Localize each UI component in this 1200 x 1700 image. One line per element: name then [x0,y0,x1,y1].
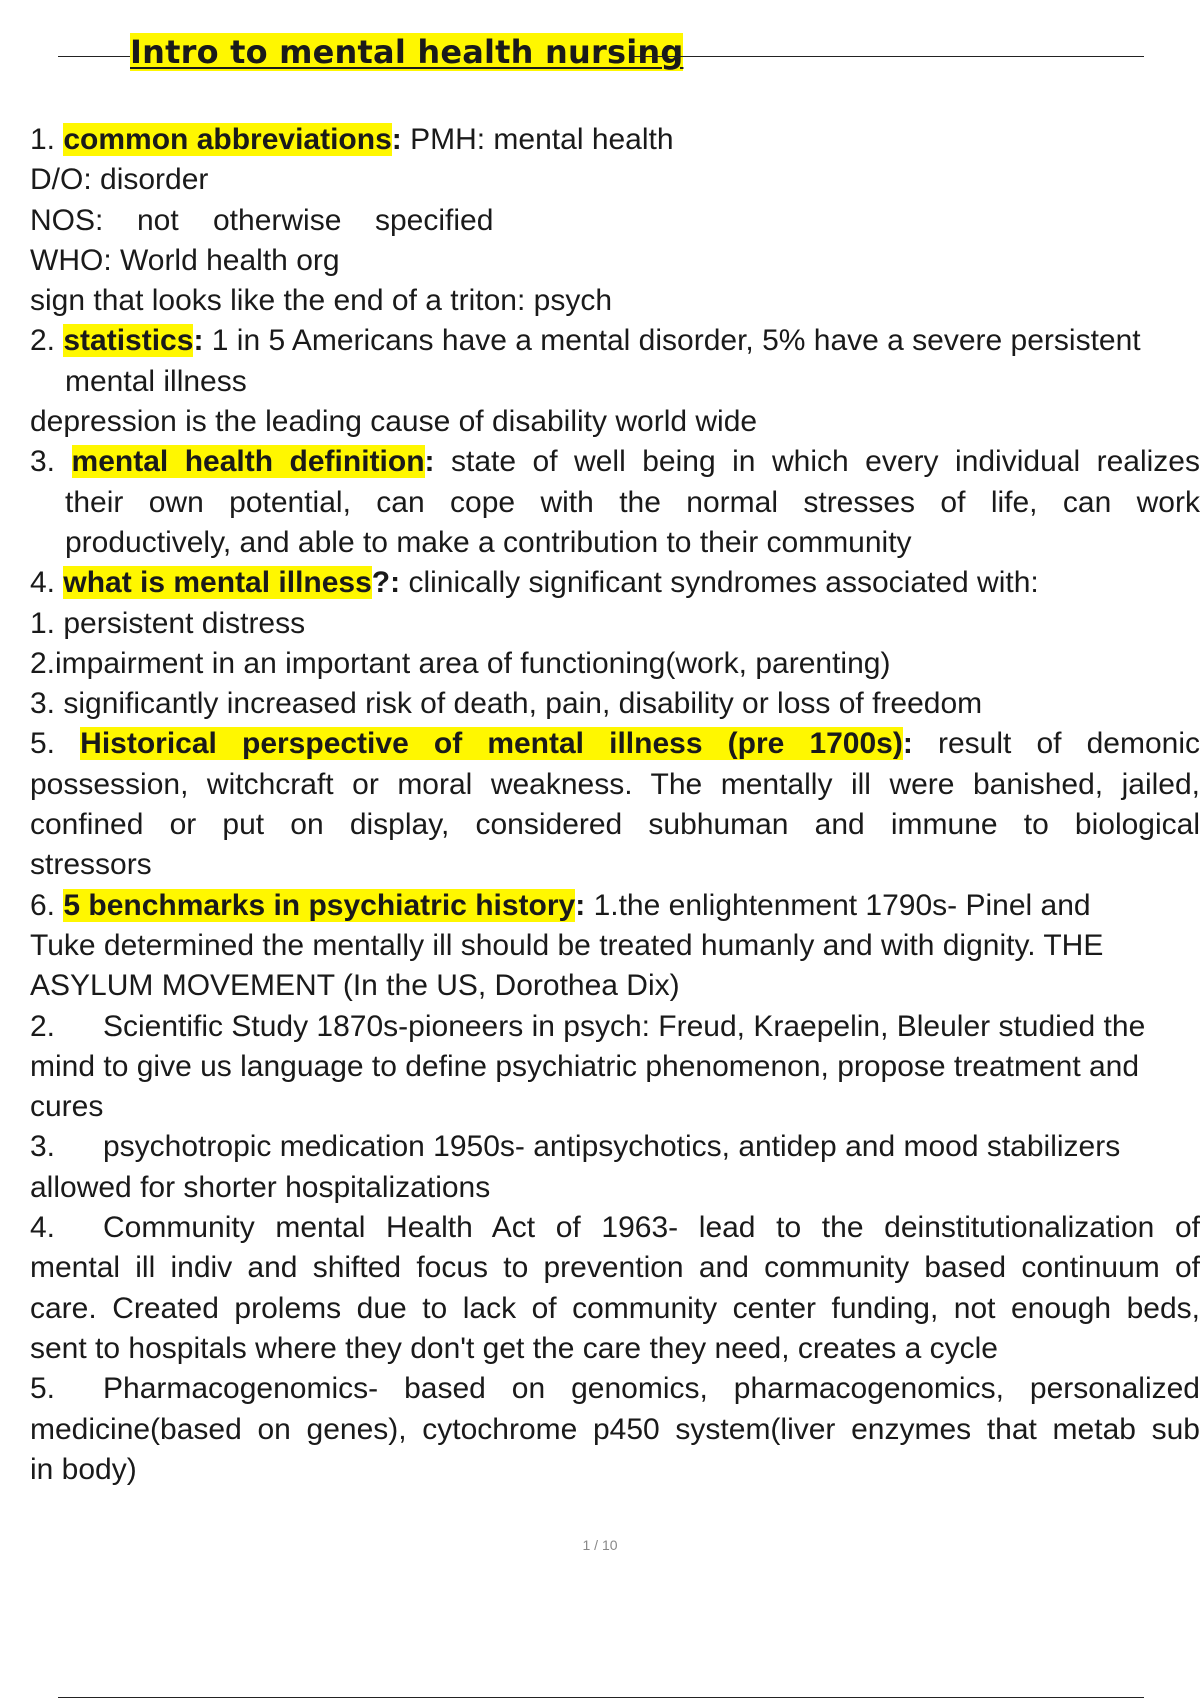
definition-line-2: their own potential, can cope with the normal stresses of life, can work [65,485,1200,519]
document-body [30,120,1200,1490]
benchmark-1-line-3: ASYLUM MOVEMENT (In the US, Dorothea Dix) [30,969,680,1003]
statistics-line-2: mental illness [65,364,247,398]
illness-item-1: 1. persistent distress [30,606,306,640]
highlight-mental-health-definition: mental health definition [71,445,425,479]
title-rule-right [633,56,1144,57]
highlight-what-is-mental-illness: what is mental illness [63,566,372,600]
historical-line-2: possession, witchcraft or moral weakness. The mentally ill were banished, jailed, [30,767,1200,801]
section-1-heading: 1. common abbreviations: PMH: mental health [30,123,674,156]
section-4-heading: 4. what is mental illness?: clinically significant syndromes associated with: [30,566,1039,600]
abbrev-do: D/O: disorder [30,163,209,197]
benchmark-4-line-4: sent to hospitals where they don't get the care they need, creates a cycle [30,1331,998,1365]
benchmark-2-line-3: cures [30,1090,104,1124]
benchmark-5-line-1: 5. Pharmacogenomics- based on genomics, pharmacogenomics, personalized [30,1372,1200,1406]
title-rule-left [58,56,130,57]
benchmark-4-line-2: mental ill indiv and shifted focus to prevention and community based continuum of [30,1251,1200,1285]
highlight-5-benchmarks: 5 benchmarks in psychiatric history [63,888,576,922]
bottom-rule [58,1697,1144,1698]
benchmark-3-line-2: allowed for shorter hospitalizations [30,1170,491,1204]
definition-line-3: productively, and able to make a contribution to their community [65,525,912,559]
historical-line-3: confined or put on display, considered subhuman and immune to biological [30,808,1200,842]
benchmark-5-line-2: medicine(based on genes), cytochrome p450 system(liver enzymes that metab sub [30,1412,1200,1446]
benchmark-4-line-1: 4. Community mental Health Act of 1963- lead to the deinstitutionalization of [30,1211,1200,1245]
abbrev-nos: NOS: not otherwise specified [30,203,494,237]
section-5-heading: 5. Historical perspective of mental illness (pre 1700s): result of demonic [30,727,1200,761]
section-2-heading: 2. statistics: 1 in 5 Americans have a mental disorder, 5% have a severe persistent [30,324,1141,358]
title-row [58,30,1144,80]
section-6-heading: 6. 5 benchmarks in psychiatric history: 1.the enlightenment 1790s- Pinel and [30,888,1091,922]
benchmark-2-line-2: mind to give us language to define psychiatric phenomenon, propose treatment and [30,1049,1140,1083]
historical-line-4: stressors [30,848,152,882]
illness-item-3: 3. significantly increased risk of death, pain, disability or loss of freedom [30,687,983,721]
section-3-heading: 3. mental health definition: state of well being in which every individual realizes [30,445,1200,479]
abbrev-who: WHO: World health org [30,243,340,277]
highlight-statistics: statistics [63,324,194,358]
statistics-line-3: depression is the leading cause of disability world wide [30,405,758,439]
abbrev-psych: sign that looks like the end of a triton: psych [30,284,612,318]
benchmark-4-line-3: care. Created prolems due to lack of community center funding, not enough beds, [30,1291,1200,1325]
document-title: Intro to mental health nursing [130,33,684,71]
illness-item-2: 2.impairment in an important area of functioning(work, parenting) [30,646,891,680]
benchmark-1-line-2: Tuke determined the mentally ill should be treated humanly and with dignity. THE [30,928,1104,962]
page-number: 1 / 10 [582,1537,618,1553]
benchmark-2-line-1: 2. Scientific Study 1870s-pioneers in psych: Freud, Kraepelin, Bleuler studied the [30,1009,1146,1043]
benchmark-5-line-3: in body) [30,1452,137,1486]
benchmark-3-line-1: 3. psychotropic medication 1950s- antipsychotics, antidep and mood stabilizers [30,1130,1121,1164]
highlight-historical-perspective: Historical perspective of mental illness (pre 1700s) [80,727,903,761]
highlight-common-abbreviations: common abbreviations [63,123,392,156]
